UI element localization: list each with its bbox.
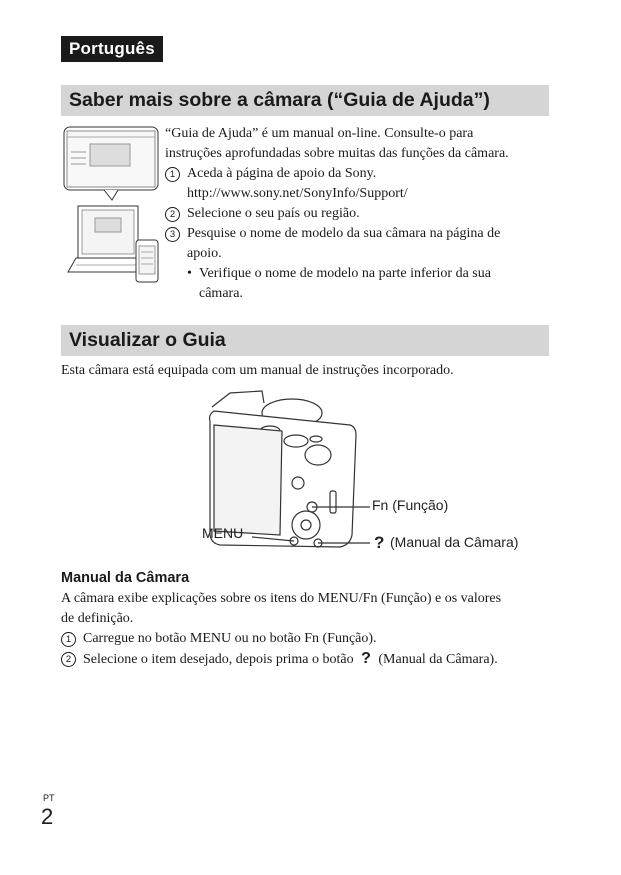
callout-menu: MENU xyxy=(202,525,244,541)
camera-manual-heading: Manual da Câmara xyxy=(61,570,190,586)
para-line-2: de definição. xyxy=(61,611,134,626)
support-url: http://www.sony.net/SonyInfo/Support/ xyxy=(187,186,408,201)
section2-intro: Esta câmara está equipada com um manual de instruções incorporado. xyxy=(61,363,454,378)
view-step-2-text xyxy=(83,649,498,670)
help-question-icon: ? xyxy=(374,533,385,552)
note-line-1: Verifique o nome de modelo na parte inferior da sua xyxy=(199,266,491,281)
step-1 xyxy=(165,164,555,184)
view-step-number-1: 1 xyxy=(61,632,76,647)
view-step-number-2: 2 xyxy=(61,652,76,667)
note-line-2: câmara. xyxy=(199,286,243,301)
section-heading-view-guide: Visualizar o Guia xyxy=(61,325,549,356)
intro-line-2: instruções aprofundadas sobre muitas das funções da câmara. xyxy=(165,146,509,161)
view-step-2-after: (Manual da Câmara). xyxy=(378,652,498,667)
page-language-code: PT xyxy=(43,793,55,803)
callout-fn: Fn (Função) xyxy=(372,497,449,513)
language-tab: Português xyxy=(61,36,163,62)
view-step-1-text: Carregue no botão MENU ou no botão Fn (Função). xyxy=(83,631,377,646)
step-number-1: 1 xyxy=(165,167,180,182)
step-number-2: 2 xyxy=(165,207,180,222)
section2-body xyxy=(61,589,561,670)
note-bullet xyxy=(165,264,555,284)
step-2-text: Selecione o seu país ou região. xyxy=(187,206,360,221)
view-step-2 xyxy=(61,649,561,670)
help-guide-devices-illustration xyxy=(60,122,166,292)
bullet-mark: • xyxy=(187,266,192,281)
step-3-text: Pesquise o nome de modelo da sua câmara na página de xyxy=(187,226,501,241)
step-3-continuation: apoio. xyxy=(187,246,222,261)
section-heading-help-guide: Saber mais sobre a câmara (“Guia de Ajuda”) xyxy=(61,85,549,116)
section1-body xyxy=(165,124,555,304)
step-2 xyxy=(165,204,555,224)
view-step-2-before: Selecione o item desejado, depois prima o botão xyxy=(83,652,354,667)
step-1-text: Aceda à página de apoio da Sony. xyxy=(187,166,377,181)
intro-line-1: “Guia de Ajuda” é um manual on-line. Consulte-o para xyxy=(165,126,474,141)
view-step-1 xyxy=(61,629,561,649)
step-number-3: 3 xyxy=(165,227,180,242)
page-number: 2 xyxy=(41,804,54,829)
step-3 xyxy=(165,224,555,244)
help-question-inline-icon: ? xyxy=(361,650,371,667)
callout-camera-manual: (Manual da Câmara) xyxy=(390,534,519,550)
para-line-1: A câmara exibe explicações sobre os itens do MENU/Fn (Função) e os valores xyxy=(61,591,502,606)
